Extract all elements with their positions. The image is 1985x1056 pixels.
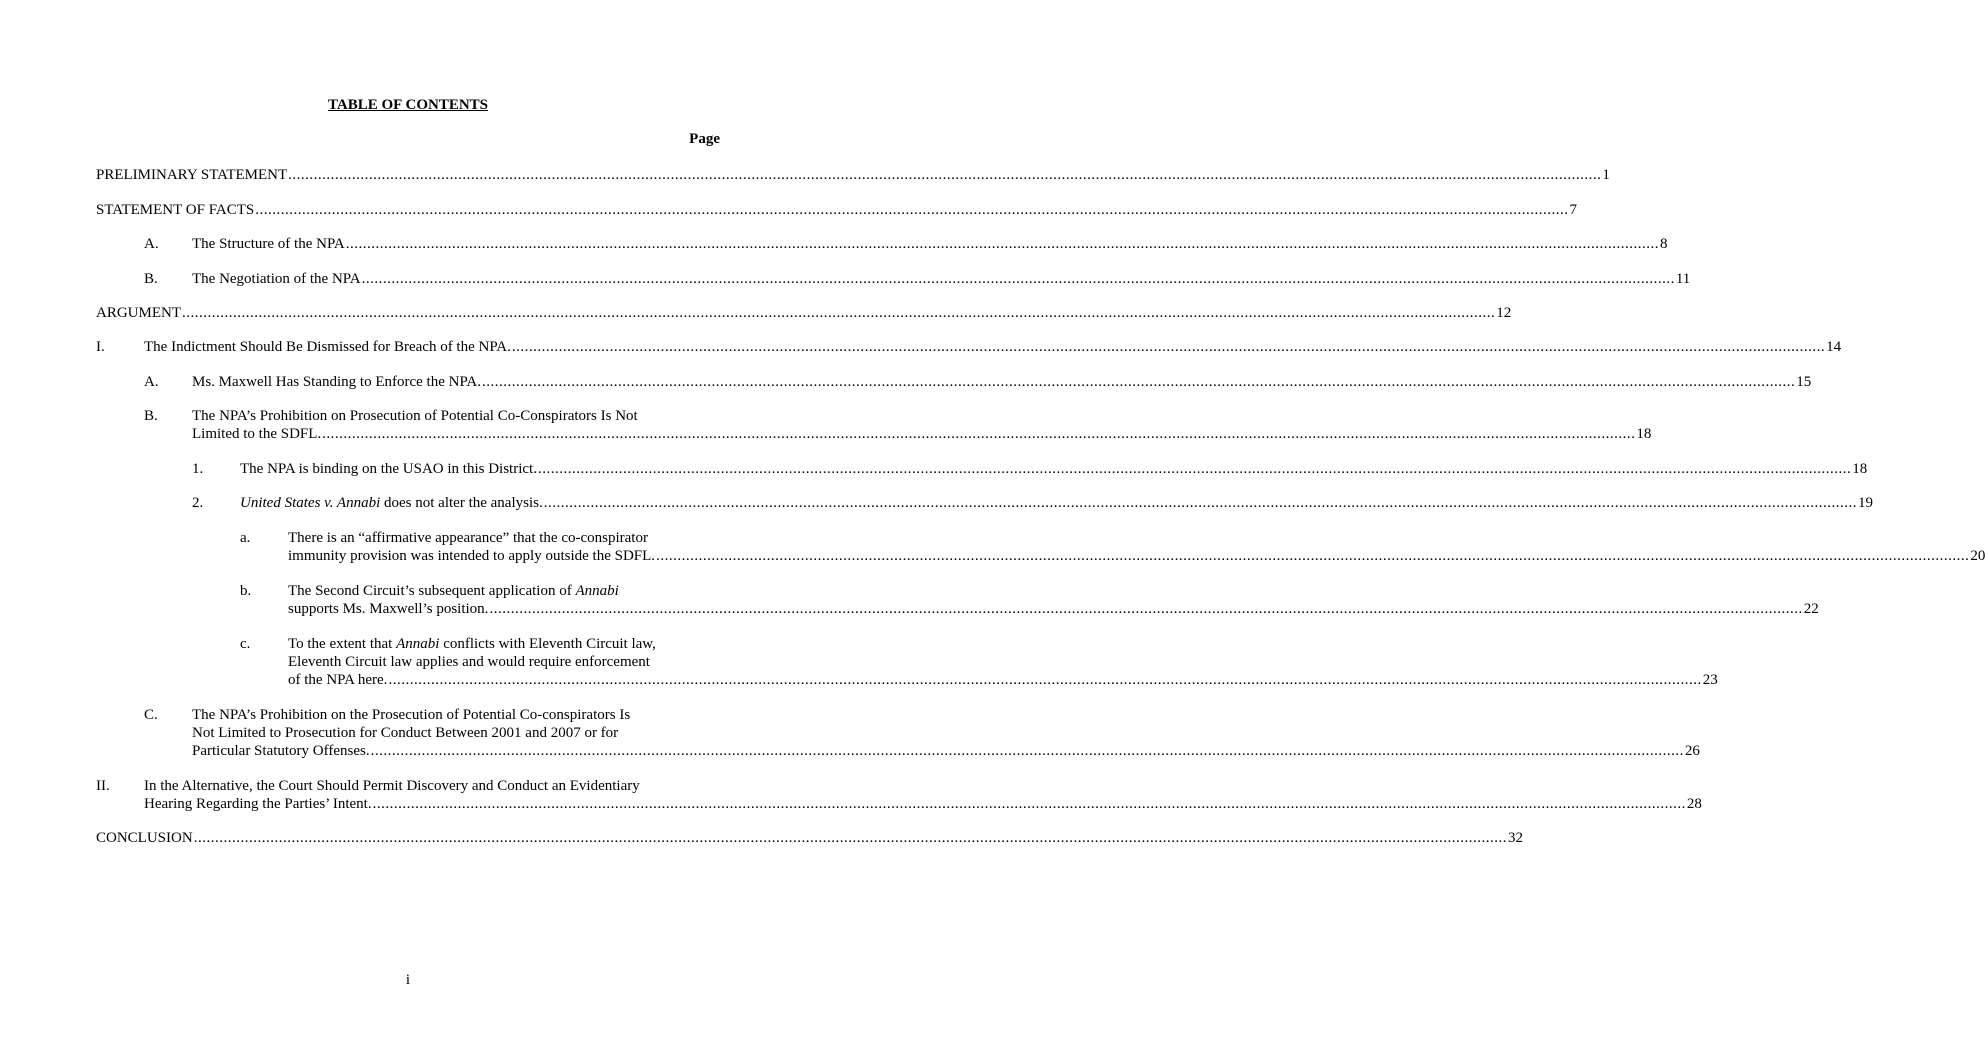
toc-entry-text: The Structure of the NPA	[192, 236, 345, 252]
dot-leader	[182, 304, 1495, 322]
toc-entry-standing[interactable]	[144, 373, 1812, 391]
toc-entry-text: ARGUMENT	[96, 305, 181, 321]
case-name-italic: Annabi	[575, 583, 619, 599]
toc-entry-npa-binding[interactable]	[192, 460, 1868, 478]
toc-entry-number: 1.	[192, 461, 204, 477]
dot-leader	[388, 671, 1701, 689]
toc-page-number: 12	[1496, 305, 1512, 321]
dot-leader	[322, 425, 1635, 443]
dot-leader	[371, 742, 1684, 760]
page-number-footer: i	[405, 972, 411, 988]
toc-page-number: 1	[1602, 167, 1610, 183]
toc-page-number: 32	[1507, 830, 1523, 846]
toc-entry-preliminary-statement[interactable]	[96, 166, 1610, 184]
toc-page-number: 18	[1636, 426, 1652, 442]
toc-entry-affirmative-appearance[interactable]	[240, 529, 1985, 565]
toc-entry-statement-of-facts[interactable]	[96, 201, 1578, 219]
toc-entry-text: There is an “affirmative appearance” that the co-conspirator	[288, 530, 648, 546]
toc-entry-number: C.	[144, 707, 158, 723]
toc-page-number: 15	[1796, 374, 1812, 390]
dot-leader	[194, 829, 1507, 847]
toc-entry-number: a.	[240, 530, 251, 546]
toc-entry-structure-of-npa[interactable]	[144, 235, 1668, 253]
toc-entry-text: The NPA is binding on the USAO in this District.	[240, 461, 537, 477]
toc-entry-prohibition-conduct[interactable]	[144, 706, 1700, 760]
toc-page-number: 28	[1686, 796, 1702, 812]
toc-page-number: 11	[1675, 271, 1691, 287]
toc-entry-text: The Second Circuit’s subsequent application of	[288, 583, 576, 599]
toc-entry-number: A.	[144, 236, 159, 252]
toc-page-number: 26	[1684, 743, 1700, 759]
dot-leader	[489, 600, 1802, 618]
toc-entry-text: PRELIMINARY STATEMENT	[96, 167, 288, 183]
toc-entry-text-cont: immunity provision was intended to apply outside the SDFL.	[288, 548, 656, 564]
dot-leader	[482, 373, 1795, 391]
dot-leader	[538, 460, 1851, 478]
case-name-italic: United States v. Annabi	[240, 495, 381, 511]
toc-entry-text: STATEMENT OF FACTS	[96, 202, 255, 218]
toc-page-number: 14	[1826, 339, 1842, 355]
toc-entry-number: b.	[240, 583, 252, 599]
toc-entry-number: 2.	[192, 495, 204, 511]
dot-leader	[362, 270, 1675, 288]
toc-page-number: 18	[1852, 461, 1868, 477]
toc-page-number: 7	[1569, 202, 1578, 218]
toc-entry-text-cont: Limited to the SDFL.	[192, 426, 322, 442]
toc-entry-text-cont: Hearing Regarding the Parties’ Intent.	[144, 796, 372, 812]
toc-entry-indictment-dismissed[interactable]	[96, 338, 1842, 356]
toc-entry-annabi[interactable]	[192, 494, 1873, 512]
toc-entry-conclusion[interactable]	[96, 829, 1523, 847]
toc-entry-text: does not alter the analysis.	[380, 495, 543, 511]
toc-entry-number: B.	[144, 271, 158, 287]
toc-entry-text: To the extent that	[288, 636, 397, 652]
dot-leader	[255, 201, 1568, 219]
toc-entry-number: A.	[144, 374, 159, 390]
toc-entry-text-cont: Eleventh Circuit law applies and would require enforcement	[288, 654, 650, 670]
toc-entry-text-cont: Particular Statutory Offenses.	[192, 743, 370, 759]
toc-entry-text: The Negotiation of the NPA	[192, 271, 361, 287]
toc-entry-argument[interactable]	[96, 304, 1512, 322]
dot-leader	[346, 235, 1659, 253]
dot-leader	[288, 166, 1601, 184]
toc-entry-number: B.	[144, 408, 158, 424]
dot-leader	[656, 547, 1969, 565]
toc-entry-prohibition-not-limited-sdfl[interactable]	[144, 407, 1652, 443]
toc-entry-text-cont: of the NPA here.	[288, 672, 388, 688]
toc-entry-text: Ms. Maxwell Has Standing to Enforce the NPA.	[192, 374, 481, 390]
toc-entry-text: CONCLUSION	[96, 830, 193, 846]
toc-entry-evidentiary-hearing[interactable]	[96, 777, 1702, 813]
toc-entry-number: I.	[96, 339, 105, 355]
dot-leader	[512, 338, 1825, 356]
toc-page-number: 23	[1702, 672, 1718, 688]
toc-entry-text: conflicts with Eleventh Circuit law,	[439, 636, 656, 652]
toc-entry-second-circuit[interactable]	[240, 582, 1819, 618]
toc-entry-text-cont: supports Ms. Maxwell’s position.	[288, 601, 489, 617]
toc-entry-number: II.	[96, 778, 110, 794]
case-name-italic: Annabi	[396, 636, 440, 652]
toc-entry-text: The Indictment Should Be Dismissed for Breach of the NPA.	[144, 339, 511, 355]
toc-entry-text: In the Alternative, the Court Should Permit Discovery and Conduct an Evidentiary	[144, 778, 640, 794]
toc-page-number: 19	[1857, 495, 1873, 511]
toc-entry-eleventh-circuit[interactable]	[240, 635, 1718, 689]
toc-entry-text: The NPA’s Prohibition on Prosecution of Potential Co-Conspirators Is Not	[192, 408, 638, 424]
page-column-header: Page	[689, 131, 720, 147]
toc-page-number: 22	[1803, 601, 1819, 617]
toc-page-number: 8	[1660, 236, 1668, 252]
dot-leader	[544, 494, 1857, 512]
toc-title: TABLE OF CONTENTS	[327, 97, 489, 113]
toc-page-number: 20	[1970, 548, 1985, 564]
toc-entry-negotiation-of-npa[interactable]	[144, 270, 1691, 288]
dot-leader	[373, 795, 1686, 813]
toc-entry-text: The NPA’s Prohibition on the Prosecution of Potential Co-conspirators Is	[192, 707, 631, 723]
toc-entry-number: c.	[240, 636, 251, 652]
toc-entry-text-cont: Not Limited to Prosecution for Conduct Between 2001 and 2007 or for	[192, 725, 619, 741]
